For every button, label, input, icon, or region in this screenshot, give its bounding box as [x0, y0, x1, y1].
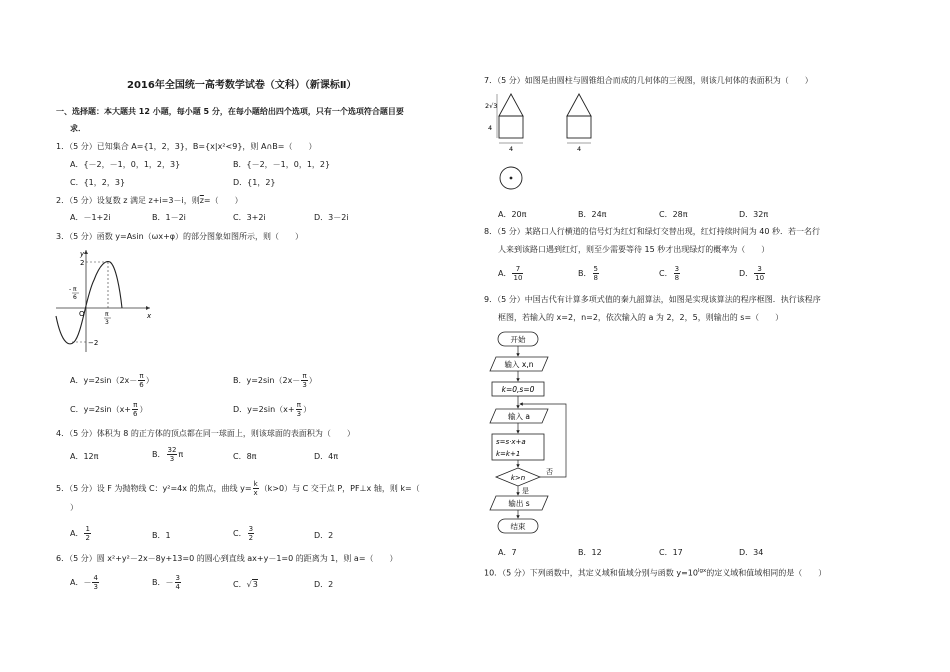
q3-option-d: [233, 401, 311, 418]
dim-top-label: 2√3: [485, 102, 498, 110]
side-view-cone: [567, 94, 591, 116]
x-left-sign: -: [69, 286, 72, 293]
q3-c-post: ）: [139, 405, 148, 414]
q3-b-fraction: [301, 372, 307, 389]
q3-b-den: 3: [302, 381, 307, 389]
q8-d-den: 10: [755, 274, 765, 282]
q3-a-num: π: [139, 372, 144, 380]
q9-option-b: B．12: [578, 548, 602, 557]
q8-d-num: 3: [754, 265, 765, 274]
q2-z-conjugate: $\overline{z}$: [199, 196, 204, 205]
q2-option-c: C．3+2i: [233, 213, 266, 222]
flow-no-label: 否: [546, 468, 553, 476]
q8-stem-cont: 人来到该路口遇到红灯，则至少需要等待 15 秒才出现绿灯的概率为（ ）: [498, 245, 770, 254]
q4-stem: 4．（5 分）体积为 8 的正方体的顶点都在同一球面上，则该球面的表面积为（ ）: [56, 429, 355, 438]
q5-a-fraction: [84, 525, 90, 542]
q2-option-b: B．1－2i: [152, 213, 186, 222]
q8-c-fraction: [674, 265, 680, 282]
q3-a-post: ）: [145, 376, 154, 385]
dim-side-label: 4: [488, 124, 493, 132]
front-view-cone: [499, 94, 523, 116]
q4-b-den: 3: [169, 455, 175, 463]
front-view-cylinder: [499, 116, 523, 138]
q6-c-pre: C．: [233, 580, 247, 589]
q5-stem-cont: ）: [70, 503, 78, 512]
q3-c-fraction: [132, 401, 138, 418]
q3-b-pre: B．y=2sin（2x－: [233, 376, 301, 385]
q2-option-d: D．3－2i: [314, 213, 349, 222]
q3-option-a: [70, 372, 154, 389]
dim-width2-label: 4: [577, 145, 582, 153]
q2-stem: [56, 195, 243, 206]
q3-c-pre: C．y=2sin（x+: [70, 405, 132, 414]
q3-c-den: 6: [133, 410, 138, 418]
flow-condition-label: k>n: [510, 474, 526, 482]
flow-process-line1: s=s·x+a: [496, 438, 526, 446]
q7-three-views: [484, 88, 604, 198]
q8-d-pre: D．: [739, 269, 754, 278]
q6-b-fraction: [175, 574, 181, 591]
q9-option-a: A．7: [498, 548, 517, 557]
flow-start-label: 开始: [510, 335, 526, 344]
q9-option-c: C．17: [659, 548, 683, 557]
q5-den: x: [253, 489, 258, 497]
sine-curve: [56, 262, 122, 344]
flow-input2-label: 输入 a: [508, 412, 530, 421]
q6-stem: 6．（5 分）圆 x²+y²－2x－8y+13=0 的圆心到直线 ax+y－1=0 的距离为 1，则 a=（ ）: [56, 554, 398, 563]
q7-option-c: C．28π: [659, 210, 688, 219]
q3-c-num: π: [133, 401, 138, 409]
q4-b-post: π: [178, 450, 184, 459]
q6-a-pre: A．－: [70, 578, 92, 587]
q8-a-fraction: [512, 265, 523, 282]
q5-num: k: [253, 480, 258, 488]
q4-b-fraction: [167, 446, 178, 463]
section-heading-cont: 求．: [70, 124, 86, 133]
q8-option-d: [739, 265, 766, 282]
origin-label: O: [79, 310, 85, 318]
q6-a-fraction: [92, 574, 98, 591]
q5-a-den: 2: [85, 534, 90, 542]
q8-a-pre: A．: [498, 269, 512, 278]
q5-k-over-x: [253, 480, 259, 497]
q3-sine-graph: [52, 246, 162, 356]
y-min-label: −2: [88, 339, 99, 347]
q5-option-c: [233, 525, 255, 542]
q8-b-fraction: [593, 265, 599, 282]
q4-option-d: D．4π: [314, 452, 339, 461]
q5-option-a: [70, 525, 92, 542]
q8-b-pre: B．: [578, 269, 592, 278]
q6-a-den: 3: [93, 583, 98, 591]
q7-option-d: D．32π: [739, 210, 769, 219]
q8-stem: 8．（5 分）某路口人行横道的信号灯为红灯和绿灯交替出现，红灯持续时间为 40 秒．若一名行: [484, 227, 820, 236]
q7-option-b: B．24π: [578, 210, 607, 219]
q6-option-a: [70, 574, 100, 591]
q4-b-num: 32: [167, 446, 177, 454]
q5-option-d: D．2: [314, 531, 334, 540]
side-view-cylinder: [567, 116, 591, 138]
q5-c-fraction: [248, 525, 254, 542]
q3-option-c: [70, 401, 147, 418]
q1-option-a: A．{－2，－1，0，1，2，3}: [70, 160, 181, 169]
q3-d-post: ）: [303, 405, 312, 414]
q6-b-pre: B．－: [152, 578, 174, 587]
q5-c-den: 2: [248, 534, 254, 542]
q8-option-c: [659, 265, 681, 282]
q6-c-sqrt: [247, 579, 258, 589]
dim-width1-label: 4: [509, 145, 514, 153]
x-left-num: π: [73, 286, 77, 293]
flow-end-label: 结束: [510, 522, 526, 531]
q2-stem-b: =（ ）: [203, 196, 243, 205]
q5-a-num: 1: [85, 525, 90, 533]
q8-d-fraction: [754, 265, 765, 282]
q1-option-c: C．{1，2，3}: [70, 178, 126, 187]
q4-b-pre: B．: [152, 450, 166, 459]
top-view-center: [510, 177, 513, 180]
q1-stem: 1．（5 分）已知集合 A={1，2，3}，B={x|x²<9}，则 A∩B=（ ）: [56, 142, 317, 151]
q8-option-a: [498, 265, 524, 282]
q5-a-pre: A．: [70, 529, 84, 538]
q3-d-pre: D．y=2sin（x+: [233, 405, 295, 414]
x-axis-label: x: [147, 312, 152, 320]
flow-input1-label: 输入 x,n: [504, 360, 534, 369]
q10-stem-a: 10．（5 分）下列函数中，其定义域和值域分别与函数 y=10: [484, 568, 698, 578]
q2-option-a: A．－1+2i: [70, 213, 111, 222]
q6-a-num: 4: [93, 574, 98, 582]
q8-c-den: 8: [674, 274, 680, 282]
x-left-den: 6: [73, 294, 77, 301]
q5-stem-a: 5．（5 分）设 F 为抛物线 C：y²=4x 的焦点，曲线 y=: [56, 484, 252, 493]
y-axis-label: y: [80, 250, 85, 258]
x-right-num: π: [105, 311, 109, 318]
q3-a-fraction: [138, 372, 144, 389]
q9-stem: 9．（5 分）中国古代有计算多项式值的秦九韶算法，如图是实现该算法的程序框图．执行该程序: [484, 295, 821, 304]
q10-stem-b: 的定义域和值域相同的是（ ）: [706, 568, 827, 578]
flow-yes-label: 是: [522, 487, 529, 495]
x-axis-arrow: [146, 306, 150, 310]
y-max-label: 2: [80, 259, 85, 267]
q8-c-num: 3: [674, 265, 680, 273]
q9-flowchart: [484, 328, 594, 540]
q6-b-num: 3: [175, 574, 180, 582]
q3-option-b: [233, 372, 317, 389]
q9-option-d: D．34: [739, 548, 764, 557]
q5-c-pre: C．: [233, 529, 247, 538]
q5-c-num: 3: [248, 525, 254, 533]
q9-stem-cont: 框图，若输入的 x=2，n=2，依次输入的 a 为 2，2，5，则输出的 s=（ ）: [498, 313, 784, 322]
y-axis-arrow: [84, 250, 88, 254]
q10-exponent: lgx: [697, 568, 707, 574]
q1-option-b: B．{－2，－1，0，1，2}: [233, 160, 331, 169]
q8-a-den: 10: [513, 274, 523, 282]
q3-a-pre: A．y=2sin（2x－: [70, 376, 138, 385]
q6-c-radicand: 3: [252, 580, 258, 589]
exam-title: 2016年全国统一高考数学试卷（文科）（新课标Ⅱ）: [127, 80, 357, 91]
q4-option-a: A．12π: [70, 452, 99, 461]
flow-output-label: 输出 s: [508, 499, 530, 508]
q3-b-num: π: [302, 372, 307, 380]
q2-stem-a: 2．（5 分）设复数 z 满足 z+i=3－i，则: [56, 196, 200, 205]
q3-d-fraction: [296, 401, 302, 418]
x-right-den: 3: [105, 319, 109, 326]
q8-a-num: 7: [512, 265, 523, 274]
q6-option-c: [233, 579, 258, 590]
q4-option-c: C．8π: [233, 452, 257, 461]
q5-stem: [56, 480, 420, 497]
q4-option-b: [152, 446, 183, 463]
flow-process-line2: k=k+1: [496, 450, 521, 458]
q5-option-b: B．1: [152, 531, 171, 540]
q3-stem: 3．（5 分）函数 y=Asin（ωx+φ）的部分图象如图所示，则（ ）: [56, 232, 304, 241]
q7-option-a: A．20π: [498, 210, 527, 219]
q8-c-pre: C．: [659, 269, 673, 278]
q3-d-num: π: [296, 401, 301, 409]
q8-option-b: [578, 265, 600, 282]
q5-stem-b: （k>0）与 C 交于点 P，PF⊥x 轴，则 k=（: [259, 484, 420, 493]
q3-a-den: 6: [139, 381, 144, 389]
q3-b-post: ）: [308, 376, 317, 385]
q7-stem: 7．（5 分）如图是由圆柱与圆锥组合而成的几何体的三视图，则该几何体的表面积为（ ）: [484, 76, 813, 85]
q6-option-b: [152, 574, 182, 591]
q6-option-d: D．2: [314, 580, 334, 589]
q3-d-den: 3: [296, 410, 302, 418]
q8-b-num: 5: [593, 265, 598, 273]
q10-stem: [484, 566, 826, 579]
q6-b-den: 4: [175, 583, 180, 591]
q8-b-den: 8: [593, 274, 598, 282]
section-heading: 一、选择题：本大题共 12 小题，每小题 5 分，在每小题给出四个选项，只有一个选项符合题目要: [56, 107, 404, 116]
flow-init-label: k=0,s=0: [501, 385, 535, 394]
q1-option-d: D．{1，2}: [233, 178, 276, 187]
